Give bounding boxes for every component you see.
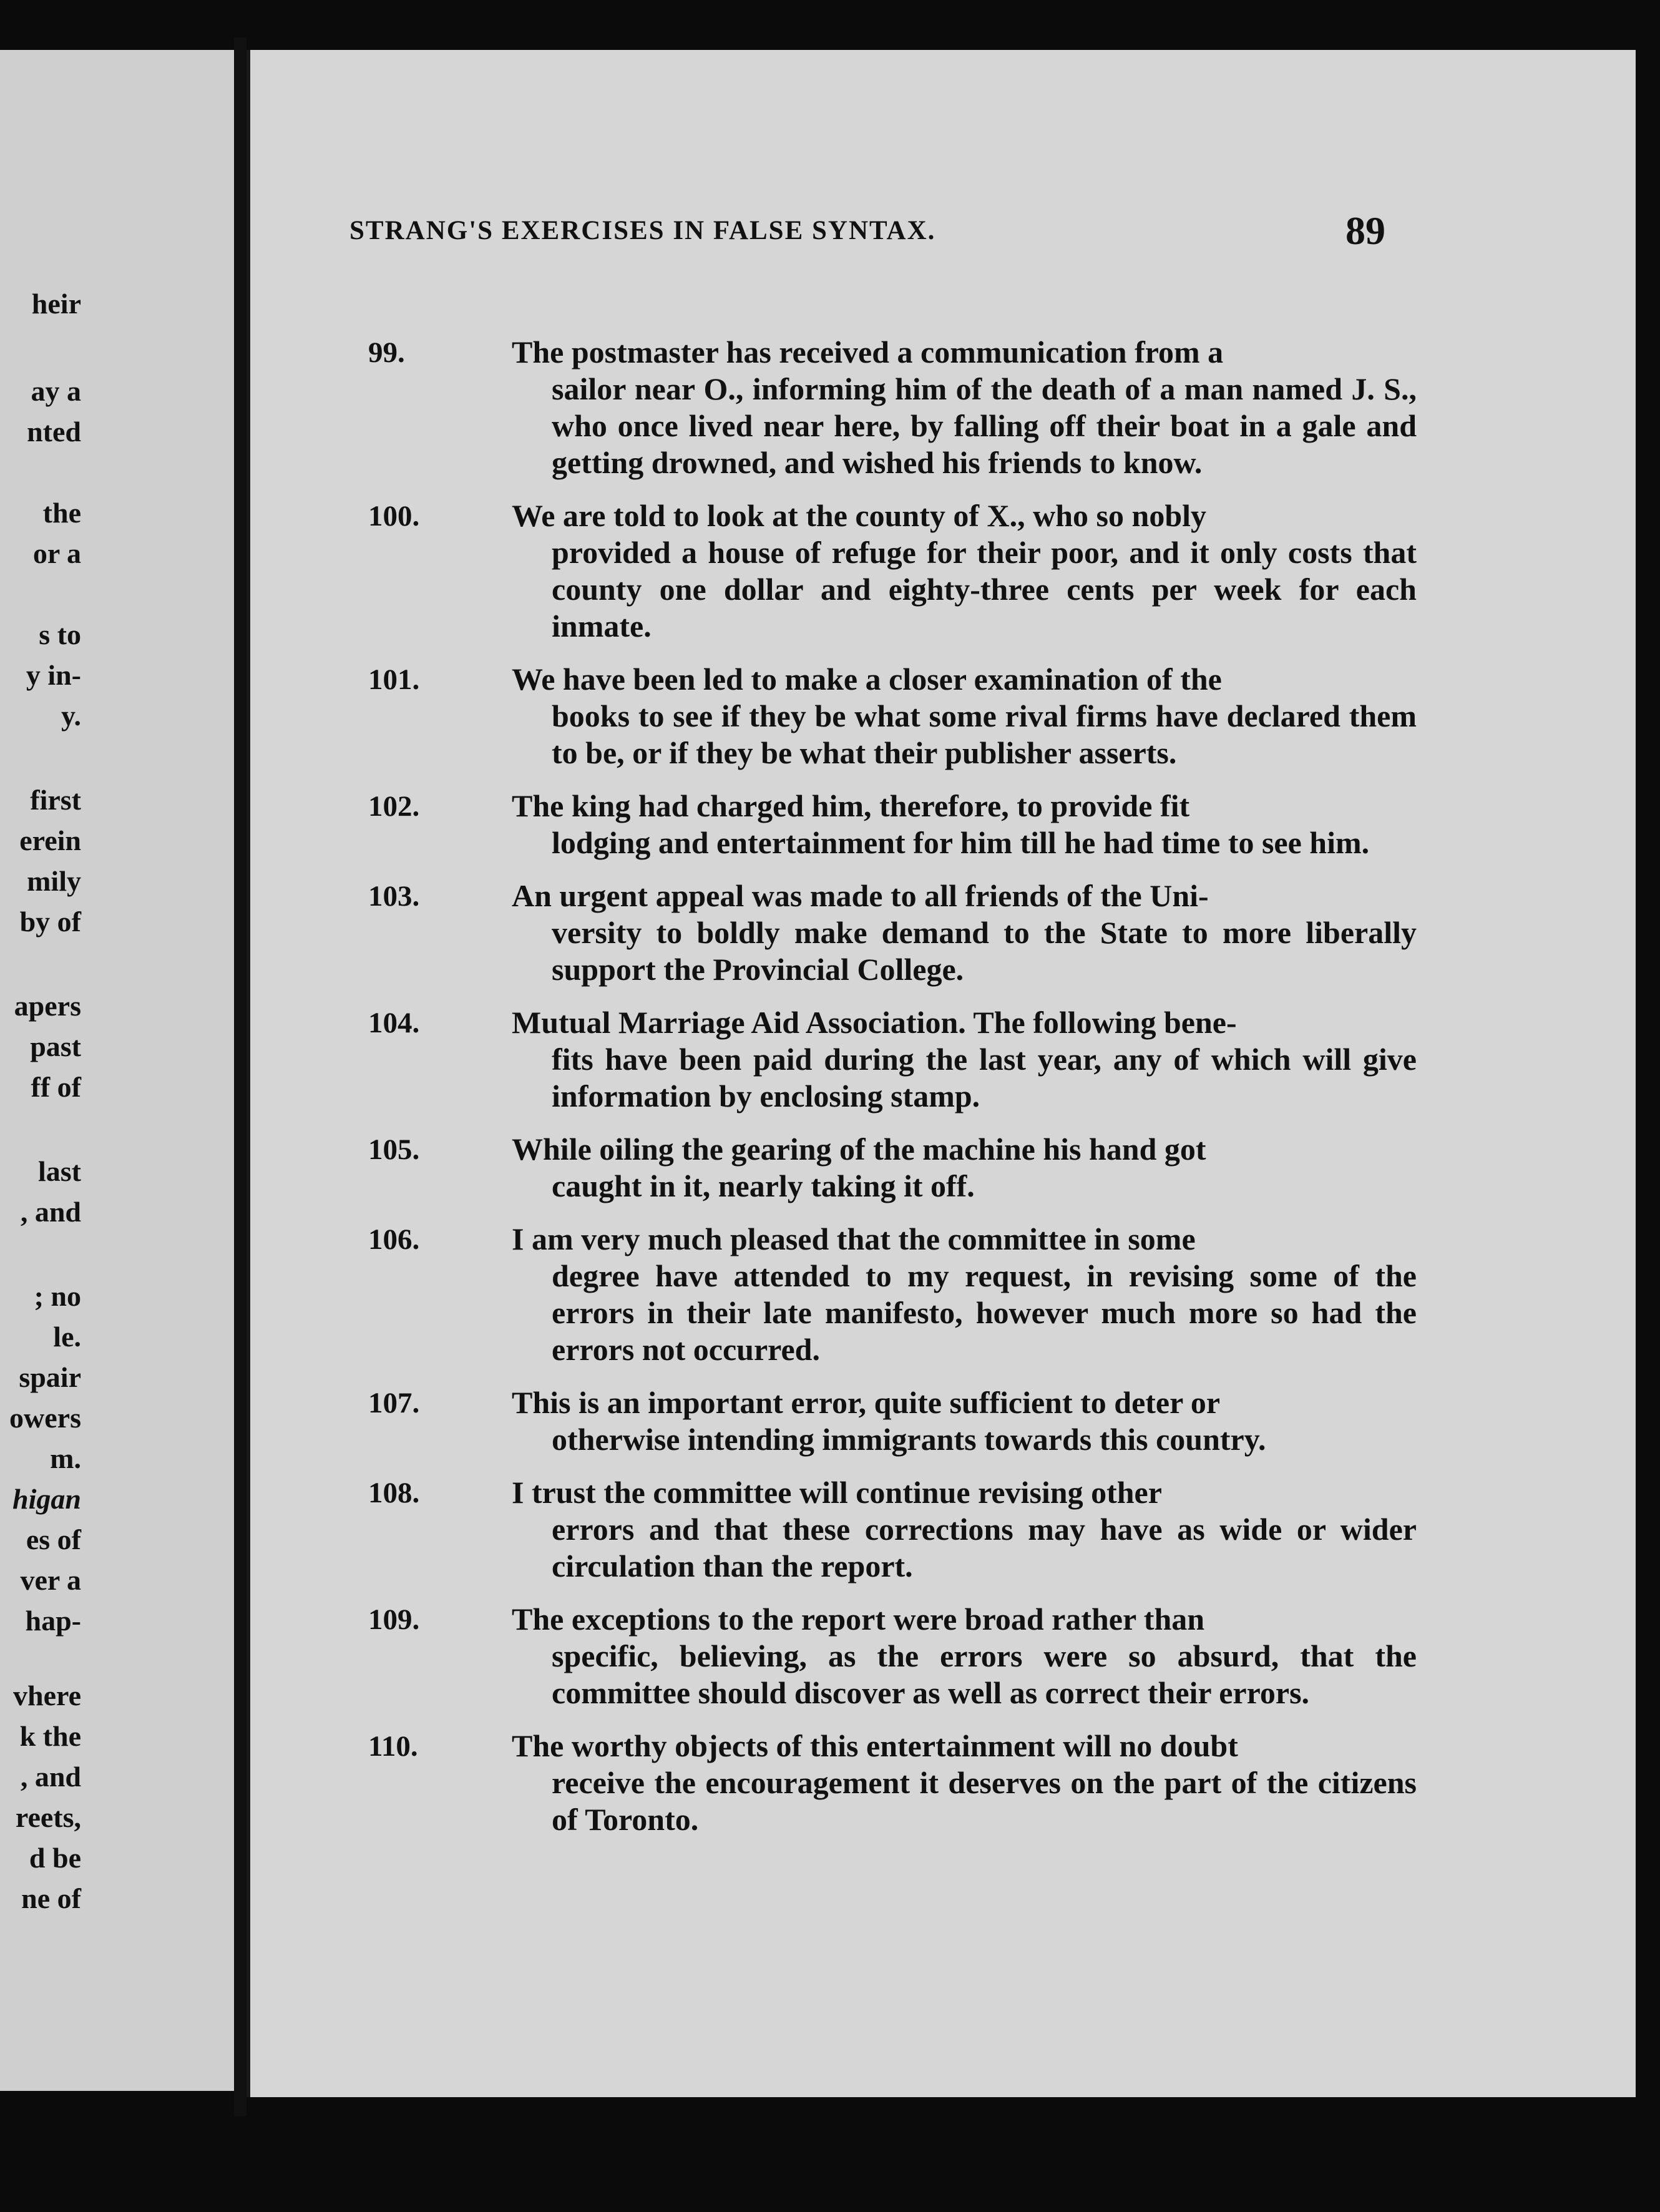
facing-page-fragment: nted xyxy=(27,416,81,448)
page-number: 89 xyxy=(1345,208,1385,253)
exercise-continuation: errors and that these corrections may have as wide or wider circulation than the report. xyxy=(552,1512,1417,1583)
exercise-first-line: While oiling the gearing of the machine his hand got xyxy=(512,1132,1206,1167)
facing-page-fragment: es of xyxy=(26,1524,81,1555)
exercise-continuation: versity to boldly make demand to the State to more liberally support the Provincial College. xyxy=(552,915,1417,987)
exercise-text xyxy=(512,1221,1417,1368)
facing-page-fragment: ver a xyxy=(20,1564,81,1596)
exercise-text xyxy=(512,1601,1417,1711)
facing-page-fragment: apers xyxy=(14,990,81,1022)
exercise-item xyxy=(368,788,1417,861)
exercise-continuation: receive the encouragement it deserves on the part of the citizens of Toronto. xyxy=(552,1765,1417,1837)
exercise-first-line: I am very much pleased that the committee in some xyxy=(512,1221,1196,1256)
exercise-continuation: books to see if they be what some rival firms have declared them to be, or if they be what their publisher asserts. xyxy=(552,698,1417,770)
facing-page-fragment: k the xyxy=(19,1720,81,1752)
facing-page-fragment: s to xyxy=(39,619,81,650)
facing-page-fragment: higan xyxy=(12,1483,81,1515)
facing-page-fragment: ff of xyxy=(31,1071,81,1103)
exercise-continuation: lodging and entertainment for him till he had time to see him. xyxy=(552,825,1370,860)
facing-page-fragment: by of xyxy=(19,906,81,937)
facing-page-fragment: y in- xyxy=(26,659,81,691)
exercise-first-line: We have been led to make a closer examination of the xyxy=(512,662,1222,697)
exercise-number: 104. xyxy=(368,1007,420,1039)
exercise-number: 102. xyxy=(368,790,420,823)
exercise-continuation: fits have been paid during the last year, any of which will give information by enclosing stamp. xyxy=(552,1042,1417,1113)
exercise-number: 107. xyxy=(368,1387,420,1419)
facing-page-fragment: the xyxy=(42,497,81,529)
exercise-continuation: provided a house of refuge for their poor, and it only costs that county one dollar and eighty-three cents per week for each inmate. xyxy=(552,535,1417,644)
exercise-number: 110. xyxy=(368,1730,418,1763)
exercise-continuation: specific, believing, as the errors were so absurd, that the committee should discover as well as correct their errors. xyxy=(552,1638,1417,1710)
exercise-text xyxy=(512,788,1417,861)
exercise-item xyxy=(368,1474,1417,1585)
exercise-list xyxy=(368,334,1417,1854)
book-gutter xyxy=(234,37,247,2116)
exercise-text xyxy=(512,1384,1417,1458)
exercise-number: 108. xyxy=(368,1477,420,1509)
facing-page-fragment: m. xyxy=(50,1442,81,1474)
facing-page-fragment: hap- xyxy=(25,1605,81,1637)
facing-page-fragment: reets, xyxy=(15,1801,81,1833)
facing-page-edge xyxy=(0,50,238,2091)
exercise-text xyxy=(512,1474,1417,1585)
exercise-text xyxy=(512,1131,1417,1205)
exercise-item xyxy=(368,1221,1417,1368)
exercise-first-line: Mutual Marriage Aid Association. The following bene- xyxy=(512,1005,1237,1040)
exercise-text xyxy=(512,878,1417,988)
facing-page-fragment: ; no xyxy=(34,1280,81,1312)
exercise-item xyxy=(368,1728,1417,1838)
exercise-item xyxy=(368,1131,1417,1205)
exercise-first-line: The worthy objects of this entertainment will no doubt xyxy=(512,1728,1238,1763)
exercise-first-line: We are told to look at the county of X., who so nobly xyxy=(512,498,1207,533)
exercise-item xyxy=(368,878,1417,988)
exercise-first-line: The king had charged him, therefore, to provide fit xyxy=(512,788,1190,823)
exercise-number: 100. xyxy=(368,500,420,532)
exercise-number: 101. xyxy=(368,663,420,696)
exercise-text xyxy=(512,1728,1417,1838)
exercise-text xyxy=(512,1004,1417,1115)
exercise-item xyxy=(368,1384,1417,1458)
facing-page-fragment: mily xyxy=(27,865,81,897)
exercise-continuation: sailor near O., informing him of the death of a man named J. S., who once lived near here, by falling off their boat in a gale and getting drowned, and wished his friends to know. xyxy=(552,371,1417,480)
exercise-item xyxy=(368,334,1417,481)
facing-page-fragment: le. xyxy=(53,1321,81,1353)
facing-page-fragment: d be xyxy=(29,1842,81,1874)
exercise-first-line: An urgent appeal was made to all friends of the Uni- xyxy=(512,878,1209,913)
facing-page-fragment: vhere xyxy=(12,1680,81,1711)
exercise-continuation: degree have attended to my request, in revising some of the errors in their late manifesto, however much more so had the errors not occurred. xyxy=(552,1258,1417,1367)
exercise-number: 103. xyxy=(368,880,420,913)
facing-page-fragment: ay a xyxy=(31,375,81,407)
facing-page-fragment: , and xyxy=(20,1761,81,1793)
facing-page-fragment: first xyxy=(30,784,81,816)
facing-page-fragment: , and xyxy=(20,1196,81,1228)
facing-page-fragment: y. xyxy=(61,700,81,732)
exercise-item xyxy=(368,661,1417,771)
exercise-text xyxy=(512,661,1417,771)
exercise-first-line: The postmaster has received a communication from a xyxy=(512,335,1224,369)
exercise-number: 105. xyxy=(368,1133,420,1166)
exercise-item xyxy=(368,1601,1417,1711)
facing-page-fragment: last xyxy=(38,1155,81,1187)
exercise-first-line: The exceptions to the report were broad rather than xyxy=(512,1602,1205,1637)
exercise-first-line: This is an important error, quite sufficient to deter or xyxy=(512,1385,1221,1420)
exercise-item xyxy=(368,497,1417,645)
running-head: STRANG'S EXERCISES IN FALSE SYNTAX. xyxy=(349,216,936,245)
exercise-number: 99. xyxy=(368,336,405,369)
facing-page-fragment: or a xyxy=(32,537,81,569)
exercise-continuation: otherwise intending immigrants towards this country. xyxy=(552,1422,1266,1457)
facing-page-fragment: erein xyxy=(19,825,81,856)
exercise-continuation: caught in it, nearly taking it off. xyxy=(552,1168,975,1203)
exercise-text xyxy=(512,334,1417,481)
exercise-first-line: I trust the committee will continue revising other xyxy=(512,1475,1162,1510)
exercise-number: 109. xyxy=(368,1603,420,1636)
facing-page-fragment: ne of xyxy=(21,1882,81,1914)
facing-page-fragment: past xyxy=(30,1030,81,1062)
facing-page-fragment: owers xyxy=(9,1402,81,1434)
exercise-item xyxy=(368,1004,1417,1115)
exercise-number: 106. xyxy=(368,1223,420,1256)
facing-page-fragment: spair xyxy=(19,1361,81,1393)
facing-page-fragment: heir xyxy=(31,288,81,320)
exercise-text xyxy=(512,497,1417,645)
